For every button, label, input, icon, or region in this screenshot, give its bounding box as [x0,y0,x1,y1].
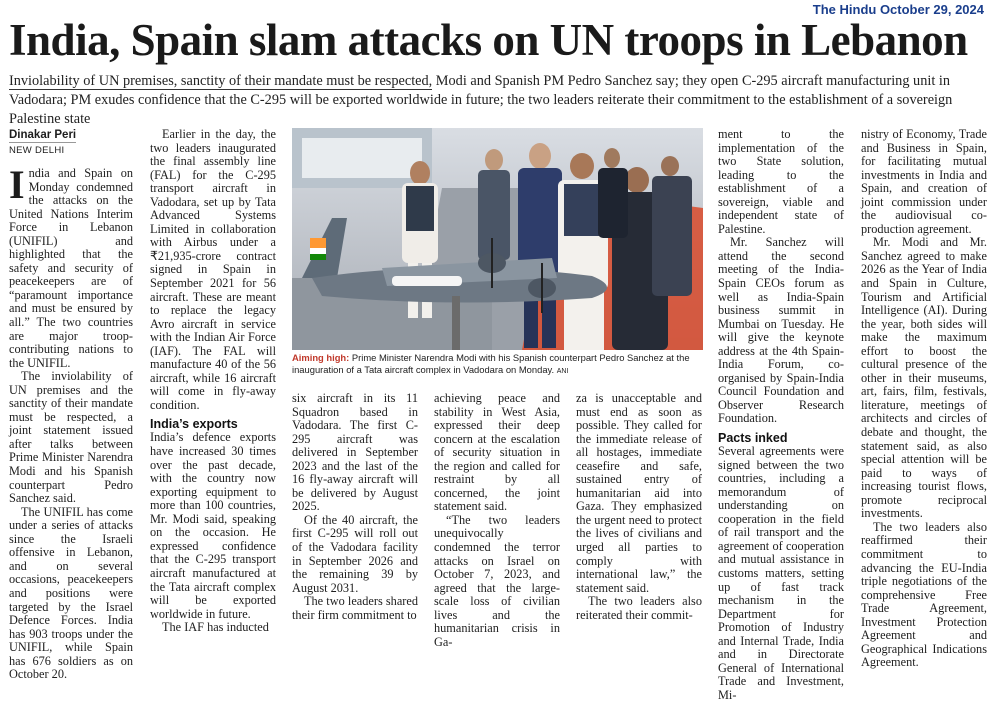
col4-paragraph-1: achieving peace and stability in West Asia, expressed their deep concern at the escalation of security situation in the region and called for restraint by all concerned, the joint statement said. [434,391,560,514]
column-2 [150,128,276,635]
col7-paragraph-2: Mr. Modi and Mr. Sanchez agreed to make 2026 as the Year of India and Spain in Culture, Tourism and Artificial Intelligence (AI). During the year, both sides will make the maximum effort to boost the cultural presence of the other in their museums, art, fairs, film, festivals, literature, meetings of architects and circles of debate and thought, the statement said, as also special attention will be paid to ways of increasing tourist flows, promote reciprocal investments. [861,235,987,521]
col6-paragraph-1: ment to the implementation of the two State solution, leading to the establishment of a sovereign, viable and independent state of Palestine. [718,127,844,236]
news-photo [292,128,703,350]
column-1 [9,128,133,682]
photo-caption [292,352,703,378]
column-5 [576,392,702,622]
col6-paragraph-3: Several agreements were signed between the two countries, including a memorandum of understanding on cooperation in the field of rail transport and the agreement of cooperation and mutual assistance in customs matters, setting up of fast track mechanism in the Department for Promotion of Industry and Internal Trade, India and in Directorate General of International Trade and Investment, Mi- [718,444,844,702]
dateline: NEW DELHI [9,145,65,156]
col2-paragraph-2: India’s defence exports have increased 30 times over the past decade, with the country now exporting equipment to more than 100 countries, Mr. Modi said, speaking on the occasion. He expressed confidence that the C-295 transport aircraft manufactured at the Tata aircraft complex will be exported worldwide in future. [150,430,276,621]
col3-paragraph-3: The two leaders shared their firm commitment to [292,594,418,622]
subhead-pacts-inked: Pacts inked [718,431,788,446]
caption-heading: Aiming high: [292,352,350,363]
subhead-india-exports: India’s exports [150,417,238,432]
aircraft-model-photo [292,128,703,350]
headline: India, Spain slam attacks on UN troops in Lebanon [9,15,968,65]
column-7 [861,128,987,670]
col1-paragraph-2: The inviolability of UN premises and the sanctity of their mandate must be respected, a joint statement issued after talks between Prime Minister Narendra Modi and his Spanish counterpart Pedro Sanchez said. [9,369,133,506]
deck-rest: Modi and Spanish PM Pedro Sanchez say; they open C-295 aircraft manufacturing unit in Vadodara; PM exudes confidence that the C-295 will be exported worldwide in future; the two leaders reiterate their commitment to the establishment of a sovereign Palestine state [9,73,953,127]
byline: Dinakar Peri [9,129,77,141]
drop-cap: I [9,162,25,207]
newspaper-source: The Hindu October 29, 2024 [812,2,984,17]
photo-credit: ANI [556,368,569,375]
col5-paragraph-1: za is unacceptable and must end as soon as possible. They called for the immediate release of all hostages, immediate ceasefire and safe, sustained entry of humanitarian aid into Gaza. They emphasized the urgent need to protect the lives of civilians and urged all parties to comply with international law,” the statement said. [576,391,702,595]
caption-text: Prime Minister Narendra Modi with his Spanish counterpart Pedro Sanchez at the inauguration of a Tata aircraft complex in Vadodara on Monday. [292,352,690,375]
col7-paragraph-1: nistry of Economy, Trade and Business in Spain, for facilitating mutual investments in India and Spain, and creation of joint commission under the audiovisual co-production agreement. [861,127,987,236]
col3-paragraph-2: Of the 40 aircraft, the first C-295 will roll out of the Vadodara facility in September 2026 and the remaining 39 by August 2031. [292,512,418,595]
col2-paragraph-1: Earlier in the day, the two leaders inaugurated the final assembly line (FAL) for the C-295 transport aircraft in Vadodara, set up by Tata Advanced Systems Limited in collaboration with Airbus under a ₹21,935-crore contract signed in Spain in September 2021 for 56 aircraft. These are meant to replace the legacy Avro aircraft in service with the Indian Air Force (IAF). The FAL will manufacture 40 of the 56 aircraft, while 16 aircraft will come in fly-away condition. [150,127,276,412]
deck [9,72,994,129]
col3-paragraph-1: six aircraft in its 11 Squadron based in Vadodara. The first C-295 aircraft was delivered in September 2023 and the last of the 16 fly-away aircraft will be delivered by August 2025. [292,391,418,514]
col4-paragraph-2: “The two leaders unequivocally condemned the terror attacks on Israel on October 7, 2023, and agreed that the large-scale loss of civilian lives and the humanitarian crisis in Ga- [434,512,560,649]
column-3 [292,392,418,622]
col1-paragraph-3: The UNIFIL has come under a series of attacks since the Israeli offensive in Lebanon, and on several occasions, peacekeepers and positions were targeted by the Israel Defence Forces. India has 903 troops under the UNIFIL, while Spain has 676 soldiers as on October 20. [9,504,133,682]
col6-paragraph-2: Mr. Sanchez will attend the second meeting of the India-Spain CEOs forum as well as India-Spain business summit in Mumbai on Tuesday. He will give the keynote address at the 4th Spain-India Forum, co-organised by Spain-India Council Foundation and Observer Research Foundation. [718,235,844,426]
col5-paragraph-2: The two leaders also reiterated their commit- [576,594,702,622]
col1-paragraph-1: ndia and Spain on Monday condemned the attacks on the United Nations Interim Force in Lebanon (UNIFIL) and highlighted that the safety and security of peacekeepers are of “paramount importance and must be ensured by all.” The two countries are major troop-contributing nations to the UNIFIL. [9,166,133,370]
deck-lead: Inviolability of UN premises, sanctity of their mandate must be respected, [9,73,433,89]
col7-paragraph-3: The two leaders also reaffirmed their commitment to advancing the EU-India triple negotiations of the comprehensive Free Trade Agreement, Investment Protection Agreement and Geographical Indications Agreement. [861,519,987,670]
column-6 [718,128,844,702]
col2-paragraph-3: The IAF has inducted [162,620,269,635]
column-4 [434,392,560,649]
